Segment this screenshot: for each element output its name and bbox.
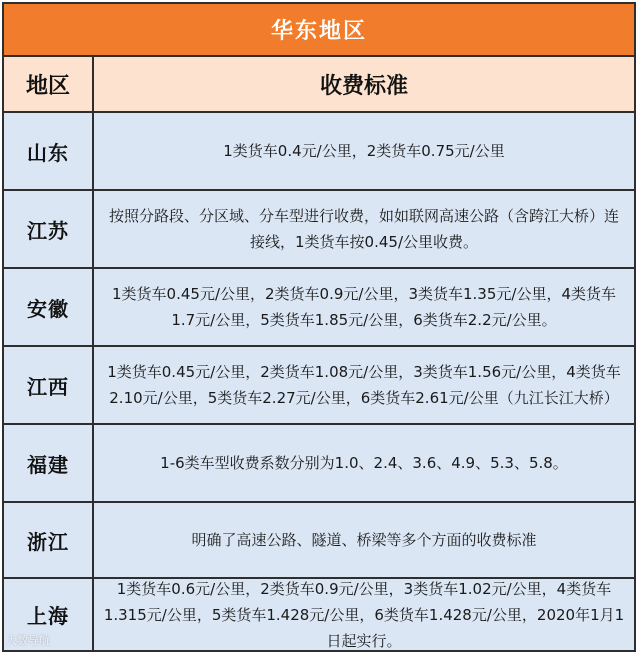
fee-table [2,2,636,652]
table-header-row [4,57,634,113]
watermark: 大数导航 [6,634,50,647]
table-row-zhejiang [4,503,634,579]
header-region: 地区 [4,57,94,111]
table-row-anhui [4,269,634,347]
standard-cell: 明确了高速公路、隧道、桥梁等多个方面的收费标准 [94,503,634,577]
table-row-fujian [4,425,634,503]
table-row-jiangsu [4,191,634,269]
region-cell: 上海 [4,579,94,650]
region-cell: 江苏 [4,191,94,267]
region-cell: 江西 [4,347,94,423]
region-cell: 安徽 [4,269,94,345]
standard-cell: 1-6类车型收费系数分别为1.0、2.4、3.6、4.9、5.3、5.8。 [94,425,634,501]
table-row-shandong [4,113,634,191]
standard-cell: 按照分路段、分区域、分车型进行收费，如如联网高速公路（含跨江大桥）连接线，1类货车按0.45/公里收费。 [94,191,634,267]
standard-cell: 1类货车0.4元/公里，2类货车0.75元/公里 [94,113,634,189]
standard-cell: 1类货车0.45元/公里，2类货车1.08元/公里，3类货车1.56元/公里，4类货车2.10元/公里，5类货车2.27元/公里，6类货车2.61元/公里（九江长江大桥） [94,347,634,423]
table-row-jiangxi [4,347,634,425]
table-title: 华东地区 [4,4,634,57]
standard-cell: 1类货车0.45元/公里，2类货车0.9元/公里，3类货车1.35元/公里，4类货车1.7元/公里，5类货车1.85元/公里，6类货车2.2元/公里。 [94,269,634,345]
table-row-shanghai [4,579,634,650]
region-cell: 浙江 [4,503,94,577]
standard-cell: 1类货车0.6元/公里，2类货车0.9元/公里，3类货车1.02元/公里，4类货车1.315元/公里，5类货车1.428元/公里，6类货车1.428元/公里，2020年1月1日起实行。 [94,579,634,650]
region-cell: 福建 [4,425,94,501]
header-standard: 收费标准 [319,73,408,99]
region-cell: 山东 [4,113,94,189]
